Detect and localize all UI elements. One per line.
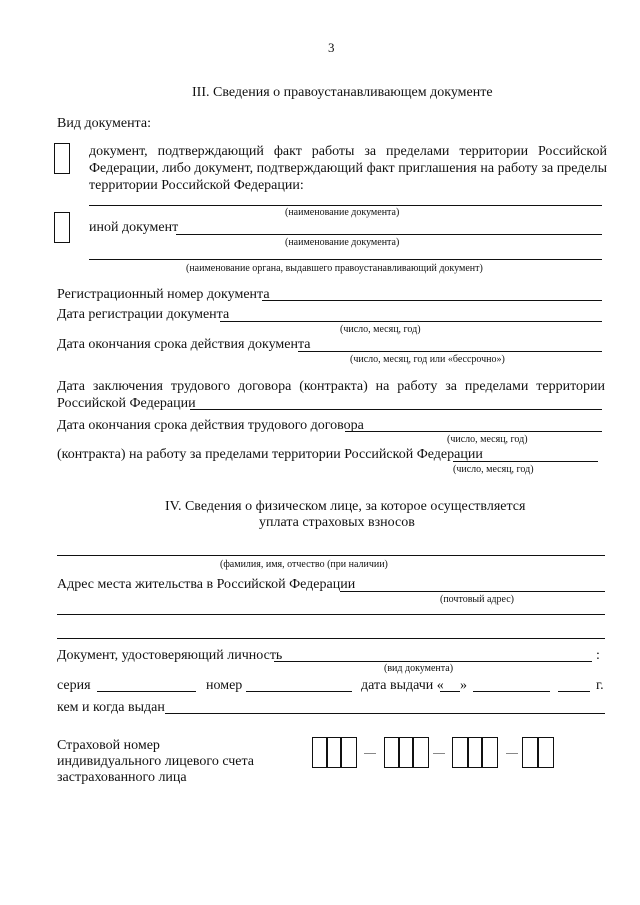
caption-postal: (почтовый адрес) [440,594,514,605]
expiry-line[interactable] [298,351,602,352]
snils-label-line-2: индивидуального лицевого счета [57,754,255,769]
contract-end-label: Дата окончания срока действия трудового договора [57,418,364,433]
section-3-title: III. Сведения о правоустанавливающем документе [192,85,493,100]
number-line[interactable] [246,691,352,692]
series-label: серия [57,678,91,693]
issue-day-line[interactable] [440,691,460,692]
option-1-text: документ, подтверждающий факт работы за пределами территории Российской Федерации, либо документ, подтверждающий факт приглашения на работу за пределы территории Российской Федерации: [89,144,607,193]
other-doc-name-line[interactable] [176,234,602,235]
snils-label-line-1: Страховой номер [57,738,160,753]
caption-date: (число, месяц, год) [340,324,421,335]
issue-year-line[interactable] [558,691,590,692]
option-2-label: иной документ [89,220,179,235]
issuer-line[interactable] [89,259,602,260]
number-label: номер [206,678,243,693]
caption-date-3: (число, месяц, год) [453,464,534,475]
snils-digit-cell[interactable] [340,737,357,768]
page-number: 3 [328,40,335,55]
reg-number-line[interactable] [262,300,602,301]
section-4-title-line-1: IV. Сведения о физическом лице, за которое осуществляется [165,499,526,514]
snils-digit-cell[interactable] [412,737,429,768]
contract-end-label-2: (контракта) на работу за пределами территории Российской Федерации [57,447,483,462]
caption-date-or-indef: (число, месяц, год или «бессрочно») [350,354,505,365]
contract-date-line-2: Российской Федерации [57,396,196,411]
doc-type-label: Вид документа: [57,116,151,131]
caption-doc-kind: (вид документа) [384,663,454,674]
id-doc-line[interactable] [274,661,592,662]
year-suffix: г. [596,678,604,693]
address-line-3[interactable] [57,638,605,639]
issued-by-label: кем и когда выдан [57,700,165,715]
id-doc-colon: : [596,648,600,663]
contract-end-line[interactable] [345,431,602,432]
id-doc-label: Документ, удостоверяющий личность [57,648,283,663]
issue-month-line[interactable] [473,691,550,692]
expiry-label: Дата окончания срока действия документа [57,337,311,352]
address-label: Адрес места жительства в Российской Федерации [57,577,356,592]
caption-doc-name: (наименование документа) [285,207,400,218]
caption-fio: (фамилия, имя, отчество (при наличии) [220,559,388,570]
issue-date-close: » [460,678,467,693]
caption-date-2: (число, месяц, год) [447,434,528,445]
snils-separator [433,753,445,754]
option-1-checkbox[interactable] [54,143,70,174]
contract-date-line[interactable] [190,409,602,410]
contract-date-line-1: Дата заключения трудового договора (контракта) на работу за пределами территории [57,379,605,394]
issued-by-line[interactable] [165,713,605,714]
address-line[interactable] [340,591,605,592]
address-line-2[interactable] [57,614,605,615]
reg-date-line[interactable] [220,321,602,322]
caption-doc-name-2: (наименование документа) [285,237,400,248]
snils-separator [364,753,376,754]
snils-digit-cell[interactable] [537,737,554,768]
fio-line[interactable] [57,555,605,556]
reg-date-label: Дата регистрации документа [57,307,230,322]
section-4-title-line-2: уплата страховых взносов [259,515,415,530]
reg-number-label: Регистрационный номер документа [57,287,270,302]
snils-label-line-3: застрахованного лица [57,770,187,785]
issue-date-label: дата выдачи « [361,678,444,693]
snils-separator [506,753,518,754]
snils-digit-cell[interactable] [481,737,498,768]
caption-issuer: (наименование органа, выдавшего правоустанавливающий документ) [186,263,483,274]
contract-end-line-2[interactable] [453,461,598,462]
doc-name-line[interactable] [89,205,602,206]
option-2-checkbox[interactable] [54,212,70,243]
series-line[interactable] [97,691,196,692]
